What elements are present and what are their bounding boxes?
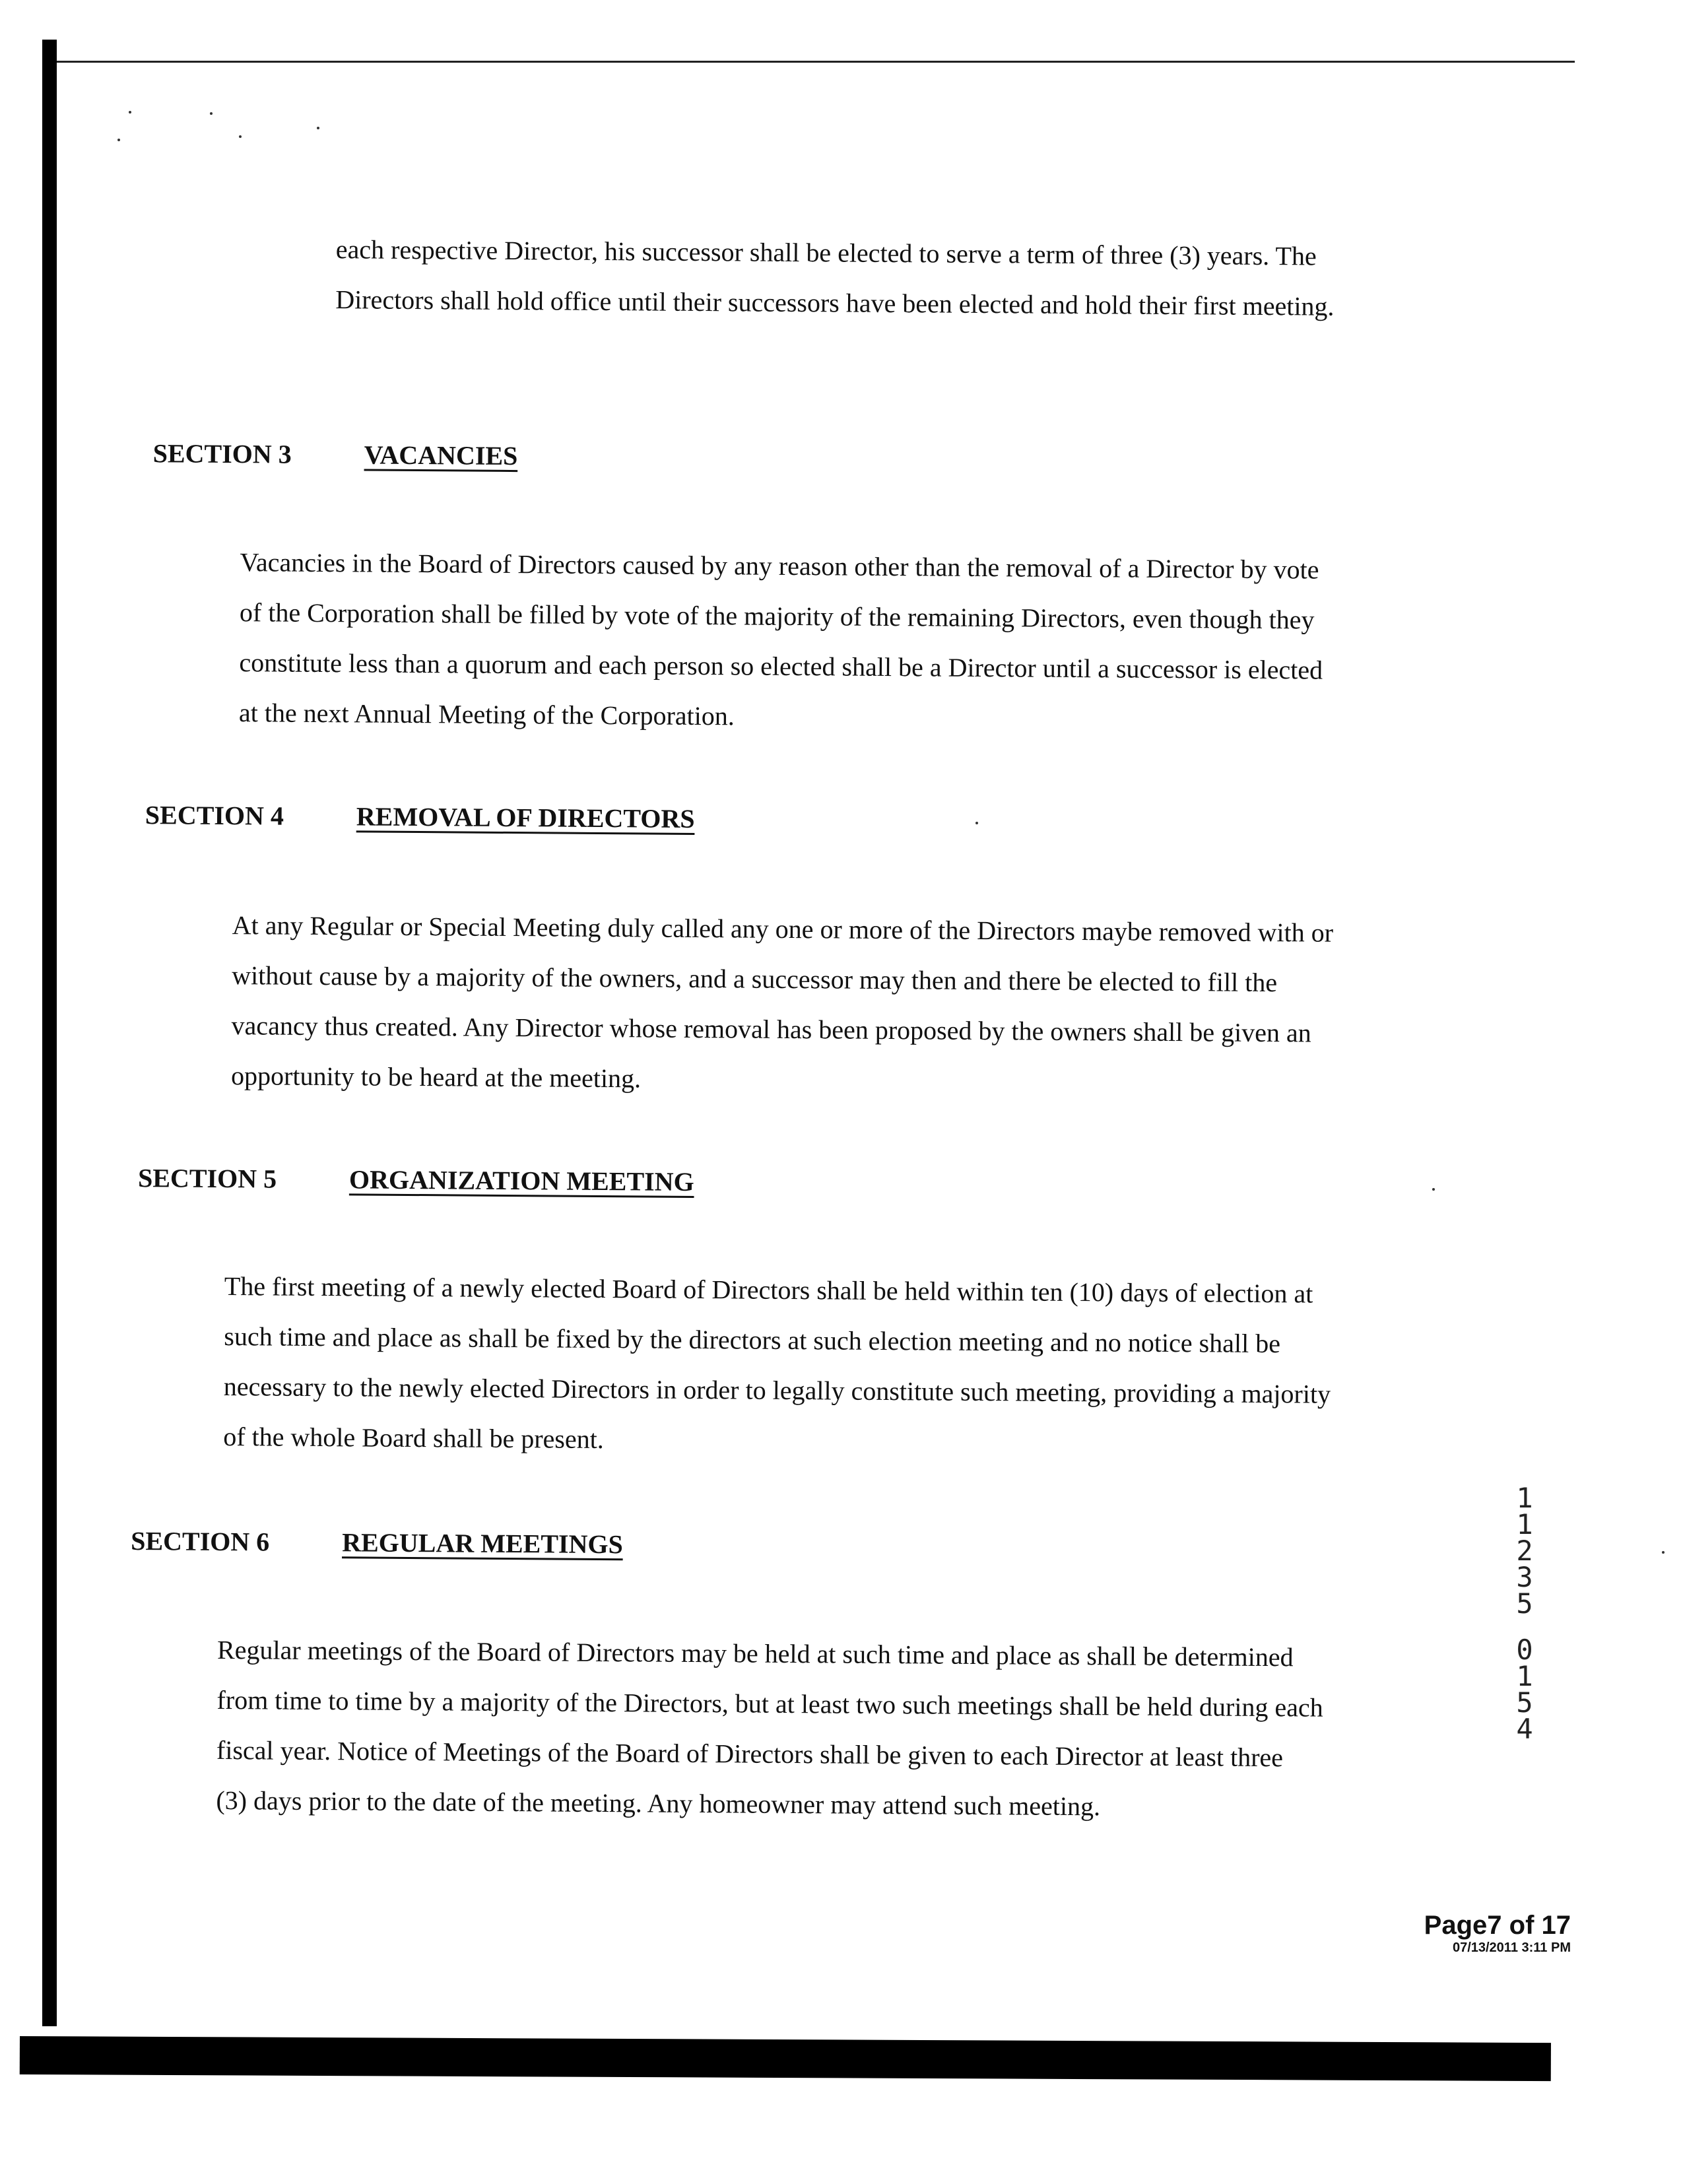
paragraph-line: (3) days prior to the date of the meeting. Any homeowner may attend such meeting. bbox=[216, 1785, 1101, 1822]
section-number: SECTION 5 bbox=[137, 1163, 277, 1194]
paragraph-line: Vacancies in the Board of Directors caused by any reason other than the removal of a Director by vote bbox=[240, 547, 1319, 585]
section-6-paragraph bbox=[216, 1625, 1323, 1834]
bates-digit: 1 bbox=[1516, 1508, 1533, 1540]
section-number: SECTION 3 bbox=[152, 438, 292, 469]
bates-digit: 5 bbox=[1516, 1686, 1533, 1719]
paragraph-line: The first meeting of a newly elected Board of Directors shall be held within ten (10) days of election at bbox=[224, 1271, 1313, 1309]
print-timestamp: 07/13/2011 3:11 PM bbox=[1452, 1940, 1571, 1955]
page-footer bbox=[1424, 1911, 1571, 1956]
paragraph-line: opportunity to be heard at the meeting. bbox=[230, 1061, 642, 1094]
section-5-paragraph bbox=[223, 1261, 1331, 1470]
paragraph-line: of the whole Board shall be present. bbox=[223, 1421, 604, 1455]
paragraph-line: constitute less than a quorum and each person so elected shall be a Director until a successor is elected bbox=[239, 647, 1323, 685]
section-3-heading bbox=[153, 438, 518, 471]
bates-digit: 1 bbox=[1516, 1482, 1533, 1514]
intro-paragraph bbox=[335, 224, 1335, 332]
section-number: SECTION 4 bbox=[145, 800, 284, 831]
section-title: ORGANIZATION MEETING bbox=[348, 1164, 694, 1197]
section-4-paragraph bbox=[231, 900, 1333, 1109]
paragraph-line: necessary to the newly elected Directors in order to legally constitute such meeting, providing a majority bbox=[223, 1371, 1331, 1409]
section-5-heading bbox=[138, 1162, 694, 1197]
paragraph-line: without cause by a majority of the owners, and a successor may then and there be elected to fill the bbox=[232, 960, 1278, 998]
paragraph-line: at the next Annual Meeting of the Corporation. bbox=[238, 698, 735, 731]
paragraph-line: such time and place as shall be fixed by the directors at such election meeting and no notice shall be bbox=[224, 1321, 1281, 1359]
paragraph-line: of the Corporation shall be filled by vote of the majority of the remaining Directors, even though they bbox=[239, 597, 1315, 635]
bates-digit: 1 bbox=[1516, 1660, 1533, 1692]
bates-digit: 5 bbox=[1516, 1587, 1533, 1620]
section-4-heading bbox=[145, 799, 695, 834]
section-title: REGULAR MEETINGS bbox=[342, 1527, 623, 1560]
section-title: REMOVAL OF DIRECTORS bbox=[356, 801, 695, 834]
bates-digit: 2 bbox=[1516, 1535, 1533, 1567]
bates-digit: 4 bbox=[1516, 1713, 1533, 1745]
bates-stamp bbox=[1511, 1482, 1538, 1745]
bates-digit: 0 bbox=[1516, 1634, 1533, 1666]
paragraph-line: Directors shall hold office until their successors have been elected and hold their first meeting. bbox=[335, 284, 1335, 321]
section-number: SECTION 6 bbox=[131, 1526, 270, 1557]
page-number: Page7 of 17 bbox=[1424, 1911, 1571, 1940]
paragraph-line: vacancy thus created. Any Director whose removal has been proposed by the owners shall be given an bbox=[231, 1010, 1311, 1048]
section-title: VACANCIES bbox=[364, 440, 518, 471]
paragraph-line: At any Regular or Special Meeting duly called any one or more of the Directors maybe removed with or bbox=[232, 910, 1334, 948]
bates-digit: 3 bbox=[1516, 1561, 1533, 1593]
section-6-heading bbox=[131, 1525, 623, 1560]
paragraph-line: fiscal year. Notice of Meetings of the Board of Directors shall be given to each Director at least three bbox=[216, 1735, 1284, 1773]
section-3-paragraph bbox=[239, 537, 1324, 745]
paragraph-line: from time to time by a majority of the Directors, but at least two such meetings shall be held during each bbox=[216, 1684, 1323, 1723]
paragraph-line: each respective Director, his successor shall be elected to serve a term of three (3) years. The bbox=[335, 234, 1317, 271]
paragraph-line: Regular meetings of the Board of Directors may be held at such time and place as shall be determined bbox=[216, 1634, 1294, 1672]
